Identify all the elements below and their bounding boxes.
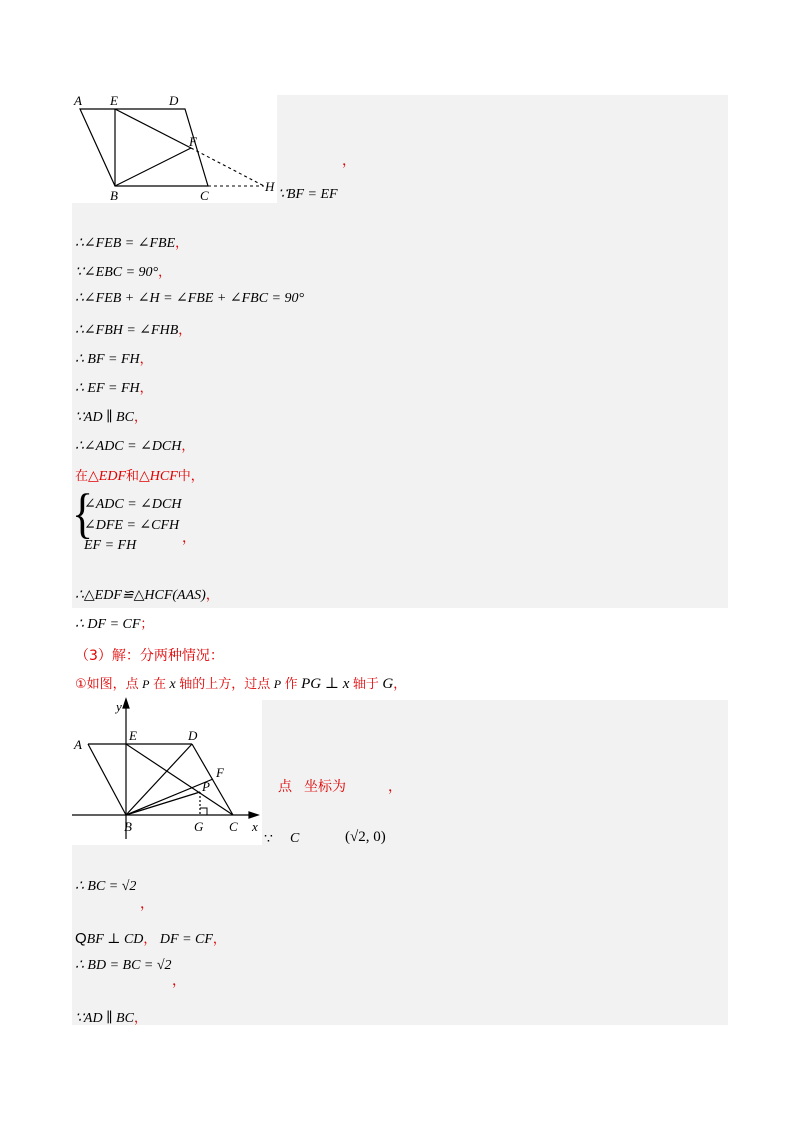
line-13-k: ， [393,677,407,692]
line-2 [75,261,171,281]
line-9-zai: 在 [75,469,89,484]
line-15-because: ∵ [264,832,273,847]
fig2-label-y: y [116,699,122,714]
line-8 [75,435,194,455]
line-17-comma1: ， [143,932,157,947]
line-16 [75,878,136,895]
line-15-coord: (√2, 0) [345,829,386,845]
line-2-text: ∵∠EBC = 90° [75,265,159,280]
line-13-P2: P [273,677,282,691]
line-1-comma: ， [175,236,189,251]
line-5 [75,348,153,368]
line-9 [75,465,204,485]
line-9-tri2: △HCF [139,469,178,484]
line-13-a: ①如图，点 [75,677,139,692]
line-13-PG: PG ⊥ x [301,676,350,692]
line-13-g: 作 [284,677,298,692]
figure-1-svg [72,88,277,203]
line-17 [75,928,226,948]
line0-comma: ， [342,153,356,169]
fig2-label-A: A [74,737,82,752]
line0-text: ∵BF = EF [278,187,338,202]
figure-1 [72,88,277,203]
line-17-a: BF ⊥ CD [86,932,144,947]
line-9-he: 和 [126,469,140,484]
figure-2-svg [72,697,262,845]
fig1-label-C: C [200,188,209,203]
line-4-comma: ， [178,323,192,338]
fig2-label-C: C [229,819,238,834]
line-1 [75,232,188,252]
line-8-comma: ， [181,439,195,454]
line-8-text: ∴∠ADC = ∠DCH [75,439,182,454]
line-4 [75,319,191,339]
fig1-label-B: B [110,188,118,203]
line-16-text: ∴ BC = √2 [75,879,137,894]
line-19-comma: ， [133,1011,147,1026]
fig2-label-P: P [202,779,210,794]
line-10 [75,584,219,604]
line-10-text: ∴△EDF≌△HCF(AAS) [75,588,206,603]
line-11 [75,613,153,633]
line-14-dian: 点 [278,779,292,795]
fig1-label-E: E [110,93,118,108]
line-13-e: 轴的上方，过点 [179,677,271,692]
fig2-label-F: F [216,765,224,780]
system-brace: { [72,482,94,544]
line-5-text: ∴ BF = FH [75,352,140,367]
system-eq-3: EF = FH [84,538,137,553]
fig1-label-H: H [265,179,275,194]
fig2-label-G: G [194,819,204,834]
line-13-i: 轴于 [352,677,379,692]
line-17-Q: Q [75,930,87,947]
fig2-label-B: B [124,819,132,834]
line-14-zuobiao: 坐标为 [304,779,346,795]
line-16-comma: ， [140,896,154,912]
line-6-text: ∴ EF = FH [75,381,140,396]
line-13 [75,673,406,693]
fig2-label-D: D [188,728,198,743]
line-13-c: 在 [153,677,167,692]
line-18 [75,957,172,974]
line-6 [75,377,153,397]
line-3-text: ∴∠FEB + ∠H = ∠FBE + ∠FBC = 90° [75,291,305,306]
fig1-label-F: F [189,134,197,149]
system-eq-2: ∠DFE = ∠CFH [84,518,180,533]
line-19-text: ∵AD ∥ BC [75,1011,134,1026]
line-3 [75,290,304,307]
line-13-x: x [169,677,176,692]
line-5-comma: ， [139,352,153,367]
line-17-comma2: ， [212,932,226,947]
line-18-text: ∴ BD = BC = √2 [75,958,172,973]
figure-2 [72,697,262,845]
line-7-comma: ， [133,410,147,425]
line-9-tri1: △EDF [88,469,126,484]
line-9-zhong: 中， [177,469,204,484]
line-15-C: C [290,831,300,846]
fig2-label-x: x [252,819,258,834]
line-12: （3）解：分两种情况： [75,648,224,664]
line-18-comma: ， [172,973,186,989]
fig2-label-E: E [129,728,137,743]
line-13-G: G [382,676,394,692]
line-6-comma: ， [139,381,153,396]
fig1-label-D: D [169,93,179,108]
fig1-label-A: A [74,93,82,108]
line-10-comma: ， [205,588,219,603]
line-14-comma: ， [388,779,402,795]
line-13-P1: P [142,677,150,691]
line-7-text: ∵AD ∥ BC [75,410,134,425]
system-comma: ， [182,530,196,546]
line-11-text: ∴ DF = CF [75,617,141,632]
line-4-text: ∴∠FBH = ∠FHB [75,323,179,338]
system-eq-1: ∠ADC = ∠DCH [84,497,182,512]
line-17-b: DF = CF [159,932,213,947]
line-1-text: ∴∠FEB = ∠FBE [75,236,176,251]
line-11-semicolon: ； [140,617,154,632]
line-7 [75,406,147,426]
line-19 [75,1007,147,1027]
line-2-comma: ， [158,265,172,280]
